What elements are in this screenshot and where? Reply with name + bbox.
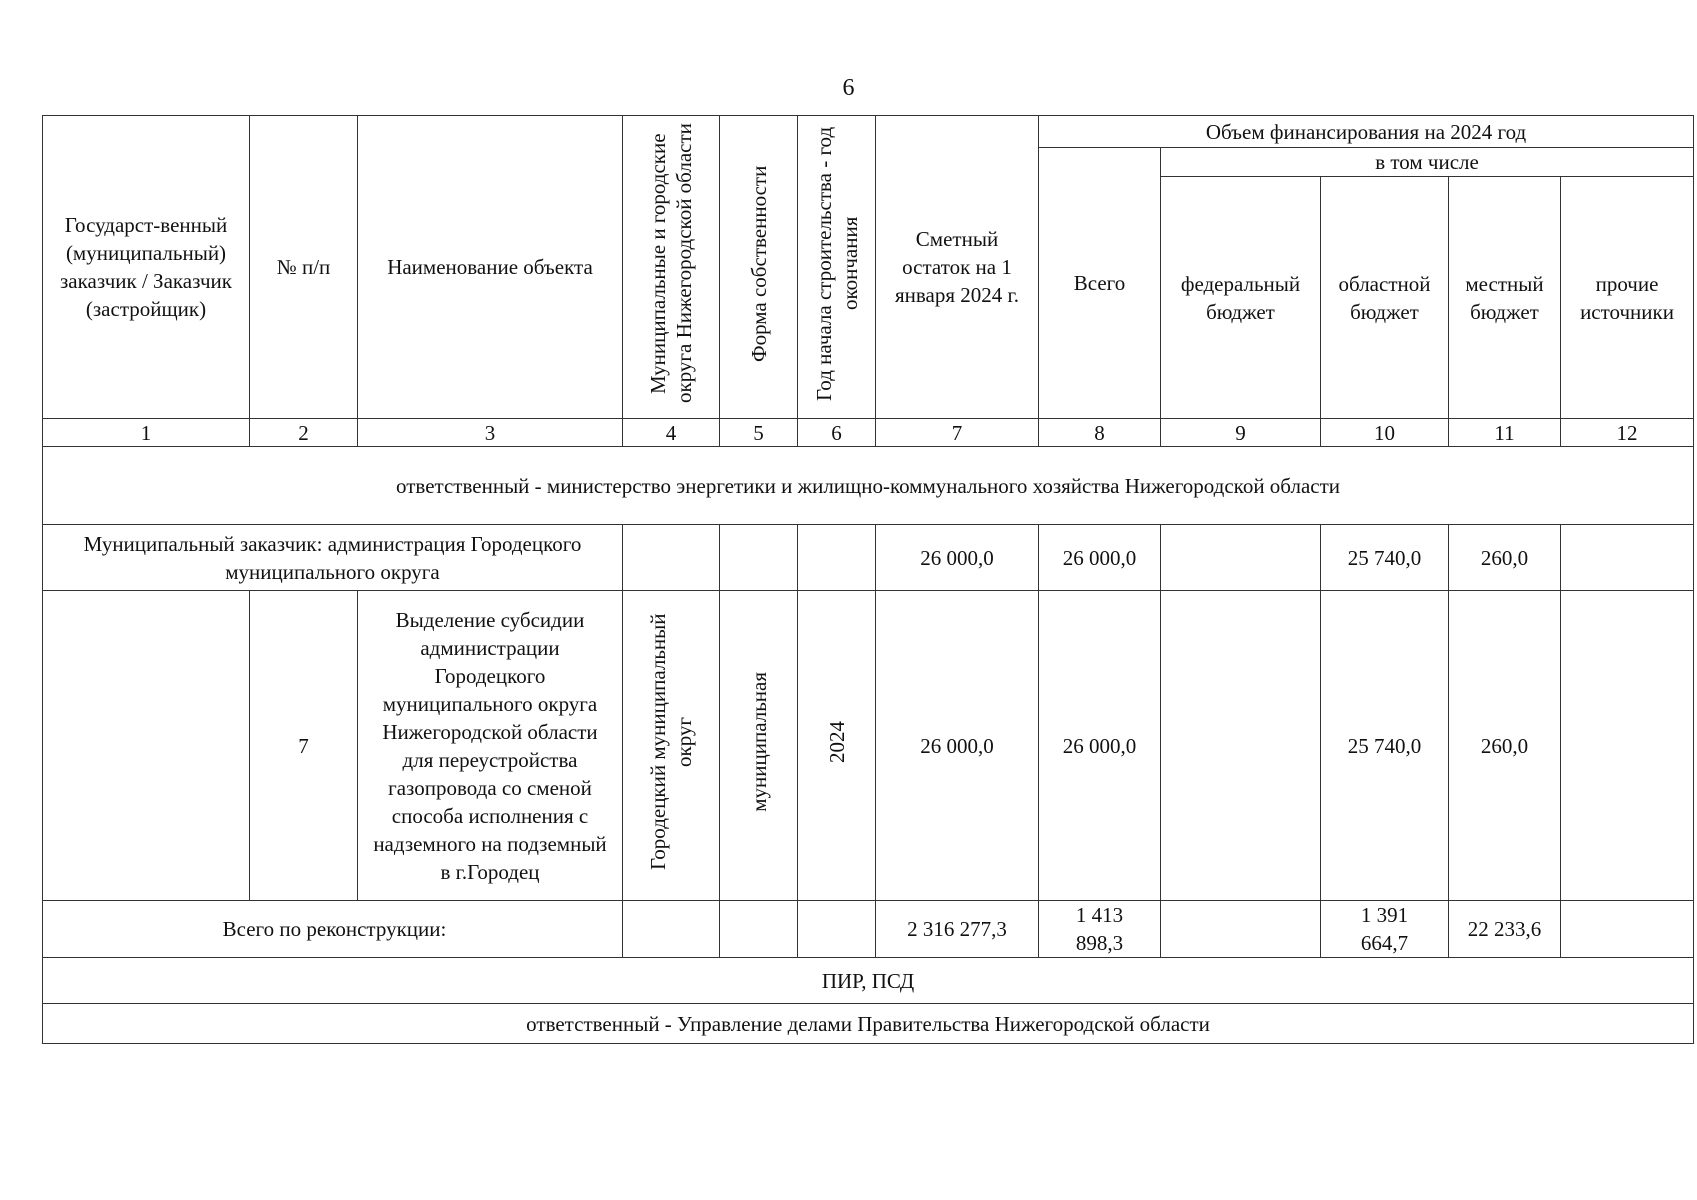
object-other: [1561, 591, 1694, 901]
header-district: Муниципальные и городские округа Нижегородской области: [646, 123, 696, 404]
header-regional: областной бюджет: [1321, 177, 1449, 419]
column-number: 9: [1161, 419, 1321, 447]
object-row: [43, 591, 1694, 901]
total-ownership: [720, 901, 798, 958]
header-ownership: Форма собственности: [746, 165, 771, 362]
header-local: местный бюджет: [1449, 177, 1561, 419]
object-district-cell: [623, 591, 720, 901]
column-number: 1: [43, 419, 250, 447]
column-number: 3: [358, 419, 623, 447]
header-years-cell: [798, 116, 876, 419]
column-number: 10: [1321, 419, 1449, 447]
object-name: Выделение субсидии администрации Городецкого муниципального округа Нижегородской области для переустройства газопровода со сменой способа исполнения с надземного на подземный в г.Городец: [358, 591, 623, 901]
column-number: 5: [720, 419, 798, 447]
object-customer: [43, 591, 250, 901]
object-ownership-cell: [720, 591, 798, 901]
header-ownership-cell: [720, 116, 798, 419]
section-responsible-energy: ответственный - министерство энергетики и жилищно-коммунального хозяйства Нижегородской области: [43, 447, 1694, 525]
customer-estimate: 26 000,0: [876, 525, 1039, 591]
customer-regional: 25 740,0: [1321, 525, 1449, 591]
header-including: в том числе: [1161, 148, 1694, 177]
header-estimate: Сметный остаток на 1 января 2024 г.: [876, 116, 1039, 419]
section-pir-row: [43, 958, 1694, 1004]
column-number: 4: [623, 419, 720, 447]
column-numbers-row: [43, 419, 1694, 447]
object-years-cell: [798, 591, 876, 901]
customer-ownership: [720, 525, 798, 591]
object-estimate: 26 000,0: [876, 591, 1039, 901]
object-number: 7: [250, 591, 358, 901]
customer-label: Муниципальный заказчик: администрация Городецкого муниципального округа: [43, 525, 623, 591]
customer-row: [43, 525, 1694, 591]
financing-table: [42, 115, 1694, 1044]
header-number: № п/п: [250, 116, 358, 419]
object-regional: 25 740,0: [1321, 591, 1449, 901]
total-years: [798, 901, 876, 958]
customer-total: 26 000,0: [1039, 525, 1161, 591]
column-number: 11: [1449, 419, 1561, 447]
header-object-name: Наименование объекта: [358, 116, 623, 419]
header-total: Всего: [1039, 148, 1161, 419]
section-responsible-admin-row: [43, 1004, 1694, 1044]
total-district: [623, 901, 720, 958]
total-row: [43, 901, 1694, 958]
section-responsible-energy-row: [43, 447, 1694, 525]
header-federal: федеральный бюджет: [1161, 177, 1321, 419]
header-other: прочие источники: [1561, 177, 1694, 419]
total-local: 22 233,6: [1449, 901, 1561, 958]
section-pir: ПИР, ПСД: [43, 958, 1694, 1004]
total-other: [1561, 901, 1694, 958]
section-responsible-admin: ответственный - Управление делами Правительства Нижегородской области: [43, 1004, 1694, 1044]
object-total: 26 000,0: [1039, 591, 1161, 901]
object-local: 260,0: [1449, 591, 1561, 901]
column-number: 7: [876, 419, 1039, 447]
total-regional: 1 391 664,7: [1321, 901, 1449, 958]
column-number: 12: [1561, 419, 1694, 447]
total-federal: [1161, 901, 1321, 958]
customer-federal: [1161, 525, 1321, 591]
object-federal: [1161, 591, 1321, 901]
column-number: 8: [1039, 419, 1161, 447]
customer-district: [623, 525, 720, 591]
header-customer: Государст-венный (муниципальный) заказчик / Заказчик (застройщик): [43, 116, 250, 419]
header-years: Год начала строительства - год окончания: [811, 126, 862, 401]
header-row-1: [43, 116, 1694, 148]
customer-years: [798, 525, 876, 591]
total-estimate: 2 316 277,3: [876, 901, 1039, 958]
header-district-cell: [623, 116, 720, 419]
customer-local: 260,0: [1449, 525, 1561, 591]
customer-other: [1561, 525, 1694, 591]
total-total: 1 413 898,3: [1039, 901, 1161, 958]
column-number: 6: [798, 419, 876, 447]
header-funding-title: Объем финансирования на 2024 год: [1039, 116, 1694, 148]
object-district: Городецкий муниципальный округ: [646, 613, 696, 871]
total-label: Всего по реконструкции:: [43, 901, 623, 958]
column-number: 2: [250, 419, 358, 447]
page-number: 6: [842, 75, 855, 101]
object-ownership: муниципальная: [746, 672, 771, 812]
object-years: 2024: [824, 721, 849, 763]
